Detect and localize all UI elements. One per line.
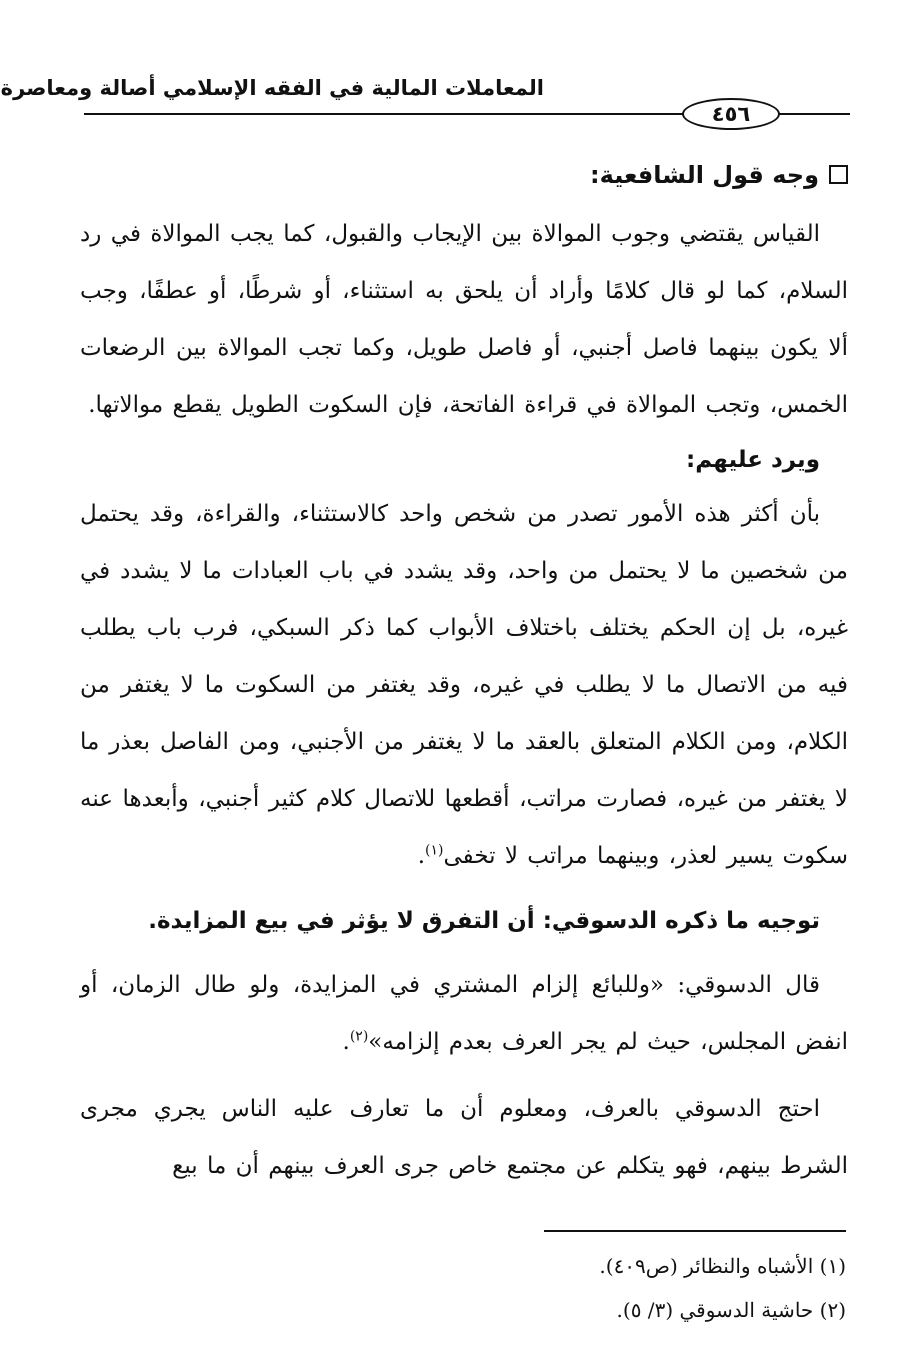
subheading-objection: ويرد عليهم:: [686, 447, 820, 473]
section-heading: [80, 158, 848, 192]
main-text: [80, 158, 848, 1195]
footnote-2: (٢) حاشية الدسوقي (٣/ ٥).: [616, 1298, 846, 1322]
footnotes: [300, 1244, 846, 1332]
footnote-separator: [544, 1230, 846, 1232]
header-rule-left: [84, 113, 686, 115]
footnote-ref-1[interactable]: (١): [425, 842, 444, 859]
header-rule-right: [778, 113, 850, 115]
section-heading-text: وجه قول الشافعية:: [590, 161, 819, 189]
paragraph-objection-text: بأن أكثر هذه الأمور تصدر من شخص واحد كالاستثناء، والقراءة، وقد يحتمل من شخصين ما لا يحتمل من واحد، وقد يشدد في باب العبادات ما لا يشدد في غيره، بل إن الحكم يختلف باختلاف الأبواب كما ذكر السبكي، فرب باب يطلب فيه من الاتصال ما لا يطلب في غيره، وقد يغتفر من السكوت ما لا يغتفر من الكلام، ومن الكلام المتعلق بالعقد ما لا يغتفر من الأجنبي، ومن الفاصل بعذر ما لا يغتفر من غيره، فصارت مراتب، أقطعها للاتصال كلام كثير أجنبي، وأبعدها عنه سكوت يسير لعذر، وبينهما مراتب لا تخفى: [80, 501, 848, 869]
paragraph-objection-end: .: [417, 843, 426, 869]
page-number: ٤٥٦: [682, 98, 780, 130]
paragraph-dasuqi-quote: [80, 957, 848, 1071]
subheading-dasuqi: توجيه ما ذكره الدسوقي: أن التفرق لا يؤثر في بيع المزايدة.: [148, 908, 820, 934]
paragraph-dasuqi-quote-text: قال الدسوقي: «وللبائع إلزام المشتري في المزايدة، ولو طال الزمان، أو انفض المجلس، حيث لم يجر العرف بعدم إلزامه»: [80, 972, 848, 1055]
checkbox-square-icon: [829, 165, 848, 184]
footnote-ref-2[interactable]: (٢): [349, 1028, 369, 1045]
paragraph-objection: [80, 486, 848, 885]
footnote-1: (١) الأشباه والنظائر (ص٤٠٩).: [599, 1254, 846, 1278]
paragraph-shafii-reasoning: القياس يقتضي وجوب الموالاة بين الإيجاب والقبول، كما يجب الموالاة في رد السلام، كما لو قال كلامًا وأراد أن يلحق به استثناء، أو شرطًا، أو عطفًا، وجب ألا يكون بينهما فاصل أجنبي، أو فاصل طويل، وكما تجب الموالاة بين الرضعات الخمس، وتجب الموالاة في قراءة الفاتحة، فإن السكوت الطويل يقطع موالاتها.: [80, 221, 848, 418]
running-header-title: المعاملات المالية في الفقه الإسلامي أصالة ومعاصرة: [0, 76, 544, 100]
paragraph-custom-argument: احتج الدسوقي بالعرف، ومعلوم أن ما تعارف عليه الناس يجري مجرى الشرط بينهم، فهو يتكلم عن مجتمع خاص جرى العرف بينهم أن ما بيع: [80, 1096, 848, 1179]
paragraph-dasuqi-quote-end: .: [342, 1029, 350, 1055]
